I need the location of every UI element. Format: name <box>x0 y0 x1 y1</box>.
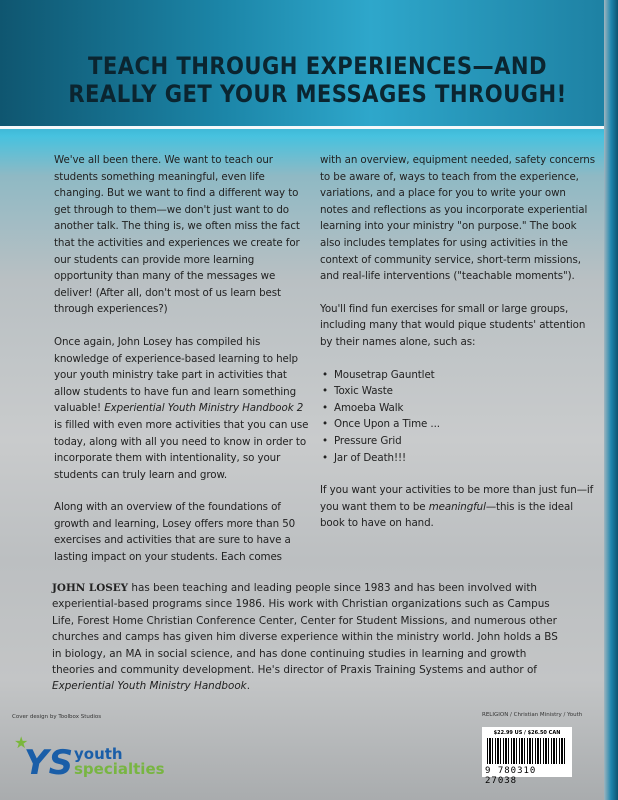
emphasis: meaningful <box>428 500 486 513</box>
barcode <box>482 727 572 786</box>
text: —this is the ideal book to have on hand. <box>320 500 573 530</box>
author-bio <box>52 580 562 695</box>
text: . <box>246 680 251 693</box>
divider <box>0 126 605 129</box>
left-column <box>54 152 312 582</box>
logo-line: youth <box>74 745 123 763</box>
paragraph: You'll find fun exercises for small or large groups, including many that would pique students' attention by their names alone, such as: <box>320 302 586 348</box>
list-item: • Once Upon a Time ... <box>320 416 595 433</box>
activity-list <box>320 367 595 467</box>
list-item: • Amoeba Walk <box>320 400 595 417</box>
paragraph <box>54 334 312 483</box>
text: Once again, John Losey has compiled his knowledge of experience-based learning to help your youth ministry take part in activities that allow students to have fun and learn something valuable! <box>54 335 298 415</box>
right-column <box>320 152 595 548</box>
paragraph <box>320 482 595 532</box>
logo-wordmark <box>74 747 165 777</box>
paragraph: with an overview, equipment needed, safety concerns to be aware of, ways to teach from the experience, variations, and a place for you to write your own notes and reflections as you incorporate experiential learning into your ministry "on purpose." The book also includes templates for using activities in the context of community service, short-term missions, and real-life interventions ("teachable moments"). <box>320 154 595 283</box>
cover-credit: Cover design by Toolbox Studios <box>12 714 102 720</box>
book-title: Experiential Youth Ministry Handbook <box>52 680 247 693</box>
list-item: • Jar of Death!!! <box>320 450 595 467</box>
isbn: 9 780310 27038 <box>485 766 537 786</box>
star-icon: ★ <box>14 733 29 752</box>
spine-edge <box>604 0 618 800</box>
category-label: RELIGION / Christian Ministry / Youth <box>482 712 583 718</box>
headline <box>65 52 571 108</box>
paragraph: We've all been there. We want to teach our students something meaningful, even life changing. But we want to find a different way to get through to them—we don't just want to do another talk. The thing is, we often miss the fact that the activities and experiences we create for our students can provide more learning opportunity than many of the messages we deliver! (After all, don't most of us learn best through experiences?) <box>54 154 300 316</box>
headline-line-2: REALLY GET YOUR MESSAGES THROUGH! <box>68 80 567 108</box>
book-title: Experiential Youth Ministry Handbook 2 <box>104 402 304 415</box>
price: $22.99 US / $26.50 CAN <box>493 730 561 736</box>
bio-text: has been teaching and leading people since 1983 and has been involved with experiential-based programs since 1986. His work with Christian organizations such as Campus Life, Forest Home Christian Conference Center, Center for Student Missions, and numerous other churches and camps has given him diverse experience within the ministry world. John holds a BS in biology, an MA in social science, and has done continuing studies in learning and growth theories and community development. He's director of Praxis Training Systems and author of <box>52 582 558 677</box>
logo-line: specialties <box>74 760 165 778</box>
text: If you want your activities to be more than just fun—if you want them to be <box>320 484 594 513</box>
list-item: • Toxic Waste <box>320 383 595 400</box>
list-item: • Mousetrap Gauntlet <box>320 367 595 384</box>
publisher-logo <box>14 733 164 793</box>
text: is filled with even more activities that you can use today, along with all you need to know in order to incorporate them with intentionality, so your students can truly learn and grow. <box>54 418 309 481</box>
logo-mark: YS <box>24 743 74 783</box>
headline-line-1: TEACH THROUGH EXPERIENCES—AND <box>88 52 547 80</box>
barcode-bars <box>487 738 567 764</box>
paragraph: Along with an overview of the foundations of growth and learning, Losey offers more than 50 exercises and activities that are sure to have a lasting impact on your students. Each comes <box>54 501 296 564</box>
list-item: • Pressure Grid <box>320 433 595 450</box>
author-name: JOHN LOSEY <box>52 582 129 594</box>
